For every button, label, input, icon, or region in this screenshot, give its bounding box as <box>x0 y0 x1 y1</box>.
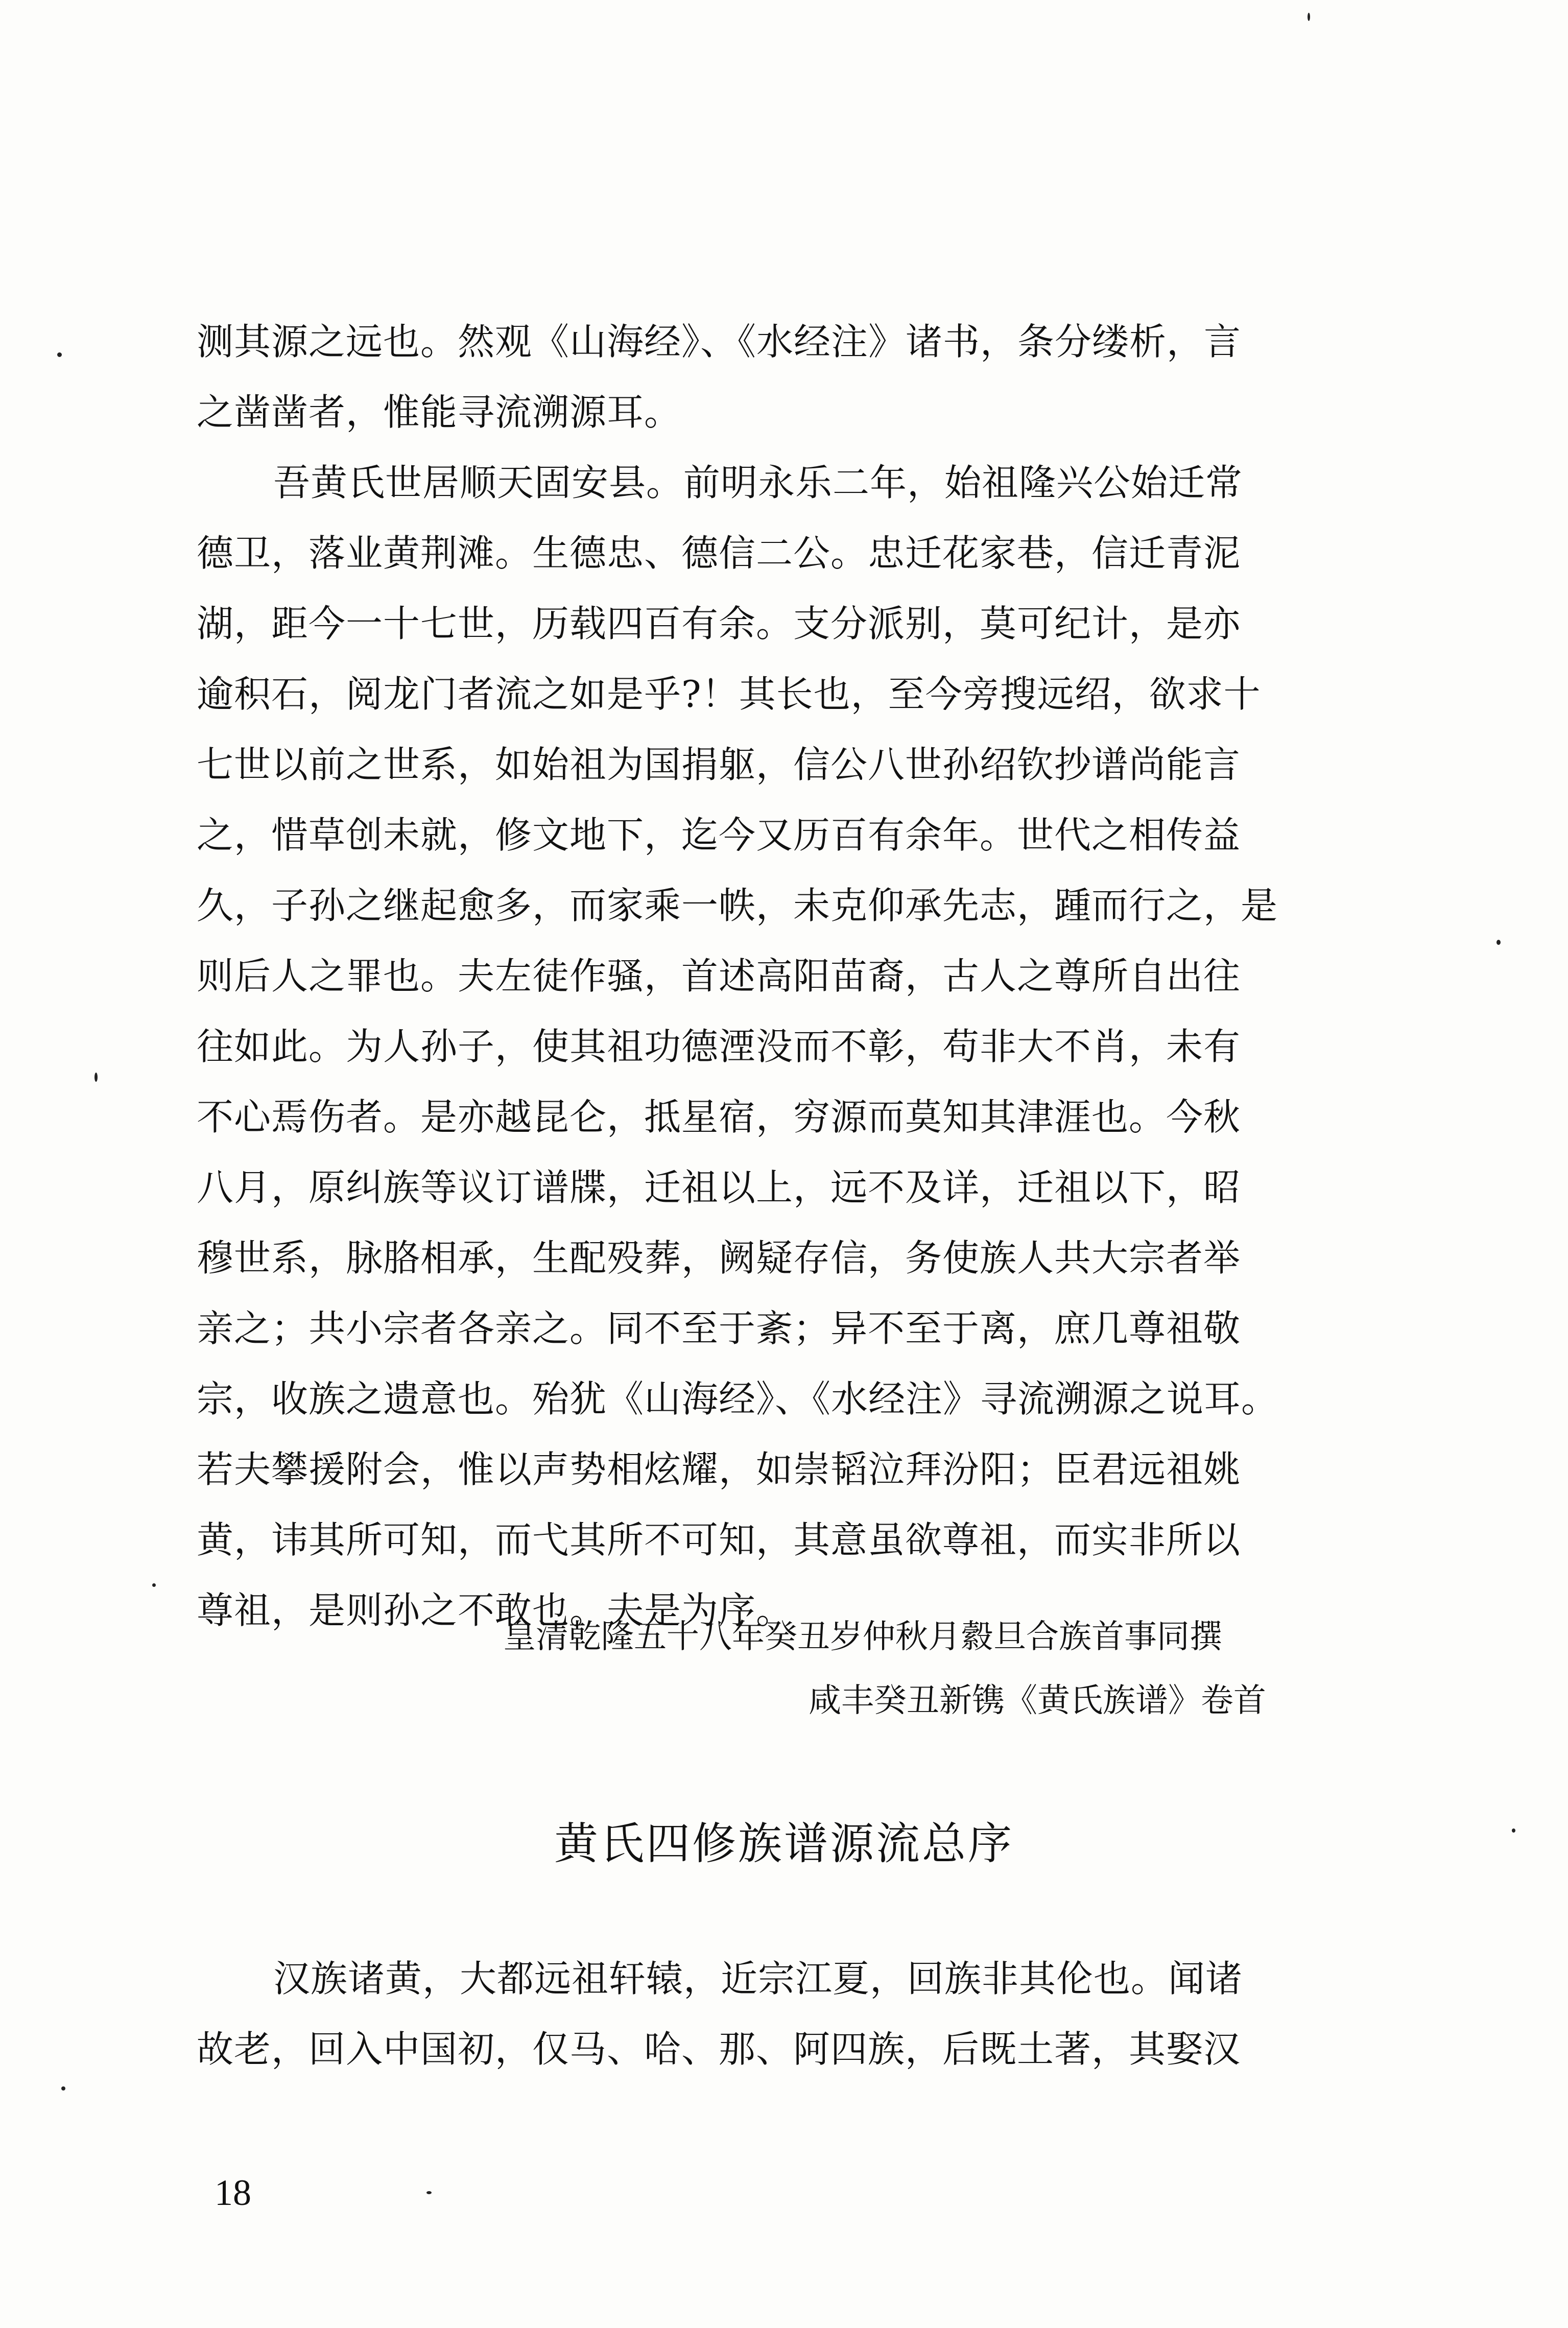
text-line: 测其源之远也。然观《山海经》、《水经注》诸书，条分缕析，言 <box>197 320 1242 363</box>
scan-speck <box>426 2191 432 2194</box>
scan-speck <box>1308 13 1310 21</box>
paragraph-main <box>197 447 1405 1646</box>
page-number: 18 <box>215 2172 251 2213</box>
text-line: 亲之；共小宗者各亲之。同不至于紊；异不至于离，庶几尊祖敬 <box>197 1307 1241 1350</box>
text-line: 若夫攀援附会，惟以声势相炫耀，如崇韬泣拜汾阳；臣君远祖姚 <box>197 1448 1241 1491</box>
signature-line: 皇清乾隆五十八年癸丑岁仲秋月縠旦合族首事同撰 <box>503 1618 1222 1656</box>
text-line: 故老，回入中国初，仅马、哈、那、阿四族，后既土著，其娶汉 <box>197 2028 1241 2071</box>
scan-speck <box>1496 940 1501 945</box>
text-line: 七世以前之世系，如始祖为国捐躯，信公八世孙绍钦抄谱尚能言 <box>197 743 1241 786</box>
source-note: 咸丰癸丑新镌《黄氏族谱》卷首 <box>809 1682 1266 1720</box>
paragraph-new-section <box>197 1943 1405 2084</box>
text-line: 汉族诸黄，大都远祖轩辕，近宗江夏，回族非其伦也。闻诸 <box>273 1957 1243 2000</box>
text-line: 之，惜草创未就，修文地下，迄今又历百有余年。世代之相传益 <box>197 814 1241 857</box>
text-line: 吾黄氏世居顺天固安县。前明永乐二年，始祖隆兴公始迁常 <box>273 461 1243 504</box>
text-line: 湖，距今一十七世，历载四百有余。支分派别，莫可纪计，是亦 <box>197 602 1241 645</box>
text-line: 宗，收族之遗意也。殆犹《山海经》、《水经注》寻流溯源之说耳。 <box>197 1377 1279 1420</box>
text-line: 德卫，落业黄荆滩。生德忠、德信二公。忠迁花家巷，信迁青泥 <box>197 532 1241 575</box>
text-line: 尊祖，是则孙之不敢也。夫是为序。 <box>197 1589 794 1632</box>
scan-speck <box>61 2086 65 2091</box>
text-line: 逾积石，阅龙门者流之如是乎?！其长也，至今旁搜远绍，欲求十 <box>197 673 1261 716</box>
scan-speck <box>94 1073 98 1082</box>
text-line: 往如此。为人孙子，使其祖功德湮没而不彰，苟非大不肖，未有 <box>197 1025 1241 1068</box>
scan-speck <box>1512 1828 1515 1833</box>
scan-speck <box>57 352 62 357</box>
text-line: 不心焉伤者。是亦越昆仑，抵星宿，穷源而莫知其津涯也。今秋 <box>197 1096 1241 1138</box>
scan-speck <box>152 1583 156 1587</box>
paragraph-continued <box>197 306 1405 447</box>
section-heading: 黄氏四修族谱源流总序 <box>554 1818 1014 1869</box>
text-line: 久，子孙之继起愈多，而家乘一帙，未克仰承先志，踵而行之，是 <box>197 884 1278 927</box>
text-line: 穆世系，脉胳相承，生配殁葬，阙疑存信，务使族人共大宗者举 <box>197 1237 1241 1279</box>
text-line: 八月，原纠族等议订谱牒，迁祖以上，远不及详，迁祖以下，昭 <box>197 1166 1241 1209</box>
text-line: 则后人之罪也。夫左徒作骚，首述高阳苗裔，古人之尊所自出往 <box>197 955 1241 997</box>
text-line: 黄，讳其所可知，而弋其所不可知，其意虽欲尊祖，而实非所以 <box>197 1518 1241 1561</box>
text-line: 之凿凿者，惟能寻流溯源耳。 <box>197 391 682 434</box>
